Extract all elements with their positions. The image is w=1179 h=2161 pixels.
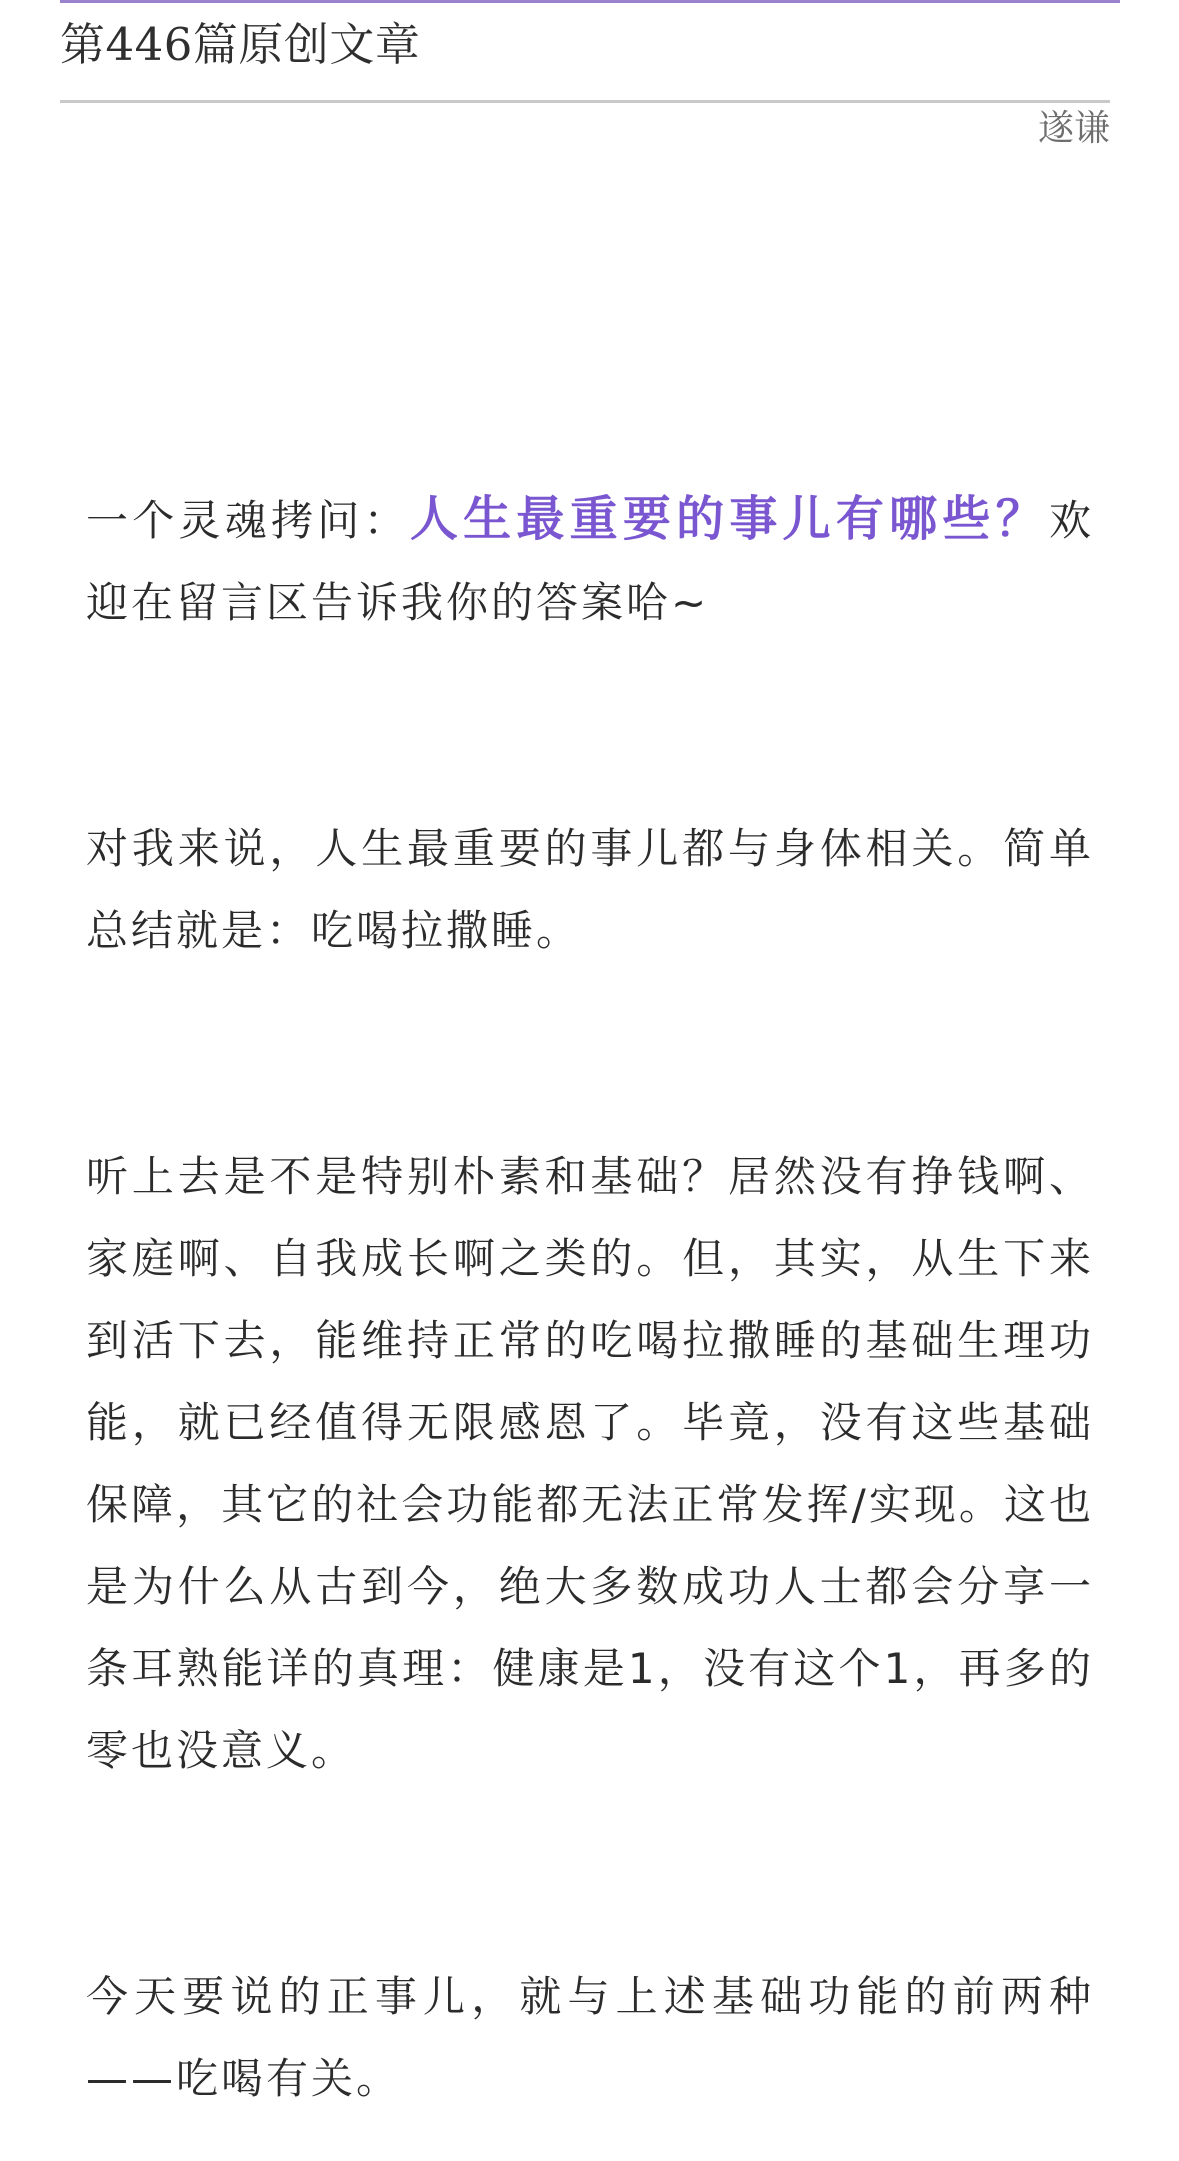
highlighted-question: 人生最重要的事儿有哪些？ <box>409 491 1049 547</box>
header-divider <box>60 100 1110 103</box>
top-accent-divider <box>60 0 1120 3</box>
question-paragraph <box>86 478 1094 644</box>
question-prefix: 一个灵魂拷问： <box>86 496 410 545</box>
question-suffix: 欢迎在留言区告诉我你的答案哈~ <box>86 496 1094 627</box>
body-paragraph: 今天要说的正事儿，就与上述基础功能的前两种——吃喝有关。 <box>86 1972 1094 2103</box>
article-number-label: 第446篇原创文章 <box>60 18 421 71</box>
article-body <box>86 478 1094 2120</box>
body-paragraph: 听上去是不是特别朴素和基础？居然没有挣钱啊、家庭啊、自我成长啊之类的。但，其实，从生下来到活下去，能维持正常的吃喝拉撒睡的基础生理功能，就已经值得无限感恩了。毕竟，没有这些基础保障，其它的社会功能都无法正常发挥/实现。这也是为什么从古到今，绝大多数成功人士都会分享一条耳熟能详的真理：健康是1，没有这个1，再多的零也没意义。 <box>86 1152 1094 1775</box>
body-paragraph: 对我来说，人生最重要的事儿都与身体相关。简单总结就是：吃喝拉撒睡。 <box>86 824 1094 955</box>
author-name[interactable]: 遂谦 <box>1037 108 1110 149</box>
